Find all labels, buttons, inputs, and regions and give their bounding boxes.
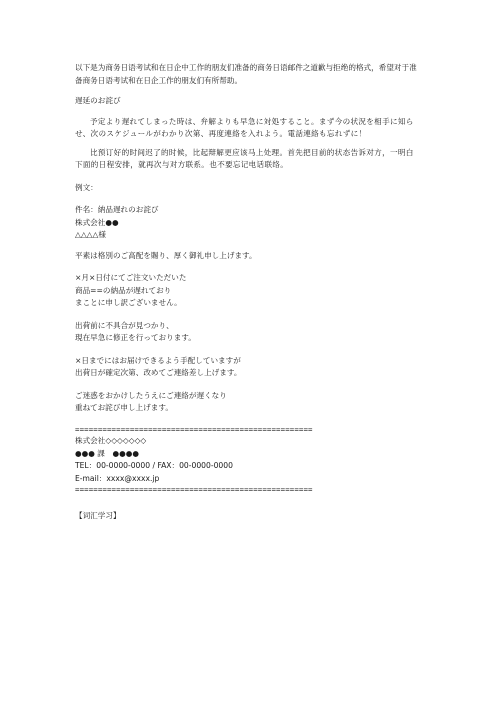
signature-divider: ==================================================== [75,485,313,494]
email-body1-line: 商品==の納品が遅れており [75,285,172,295]
email-body3-line: ×日までにはお届けできるよう手配していますが [75,355,241,365]
signature-phone-fax: TEL：00-0000-0000 / FAX：00-0000-0000 [75,461,233,470]
signature-company: 株式会社◇◇◇◇◇◇◇ [75,436,147,445]
example-label: 例文： [75,182,98,192]
email-subject: 件名：納品遅れのお詫び [75,205,159,214]
email-recipient: △△△△様 [75,230,106,239]
intro-paragraph: 以下是为商务日语考试和在日企中工作的朋友们准备的商务日语邮件之道歉与拒绝的格式，希望对于准备商务日语考试和在日企工作的朋友们有所帮助。 [75,63,417,85]
email-body1-line: まことに申し訳ございません。 [75,298,182,307]
email-body2-line: 出荷前に不具合が見つかり、 [75,320,174,330]
japanese-paragraph: 予定より遅れてしまった時は、弁解よりも早急に対処すること。まず今の状況を相手に知らせ、次のスケジュールがわかり次第、再度連絡を入れよう。電話連絡も忘れずに！ [75,116,414,138]
signature-divider: ==================================================== [75,424,313,434]
email-body3-line: 出荷日が確定次第、改めてご連絡差し上げます。 [75,368,242,377]
signature-department: ●●● 課 ●●●● [75,448,139,458]
email-company: 株式会社●● [75,217,119,227]
signature-email: E-mail：xxxx@xxxx.jp [75,473,160,483]
chinese-paragraph: 比预订好的时间迟了的时候，比起辩解更应该马上处理。首先把目前的状态告诉对方，一明白下面的日程安排，就再次与对方联系。也不要忘记电话联络。 [75,147,414,169]
section-heading: 遅延のお詫び [75,96,121,105]
email-body2-line: 現在早急に修正を行っております。 [75,333,196,342]
vocab-heading: 【词汇学习】 [75,510,121,520]
email-body1-line: ×月×日付にてご注文いただいた [75,273,187,282]
email-body4-line: 重ねてお詫び申し上げます。 [75,403,173,412]
email-body4-line: ご迷惑をおかけしたうえにご連絡が遅くなり [75,390,227,400]
document-body [75,62,421,522]
email-greeting: 平素は格別のご高配を賜り、厚く御礼申し上げます。 [75,250,257,260]
